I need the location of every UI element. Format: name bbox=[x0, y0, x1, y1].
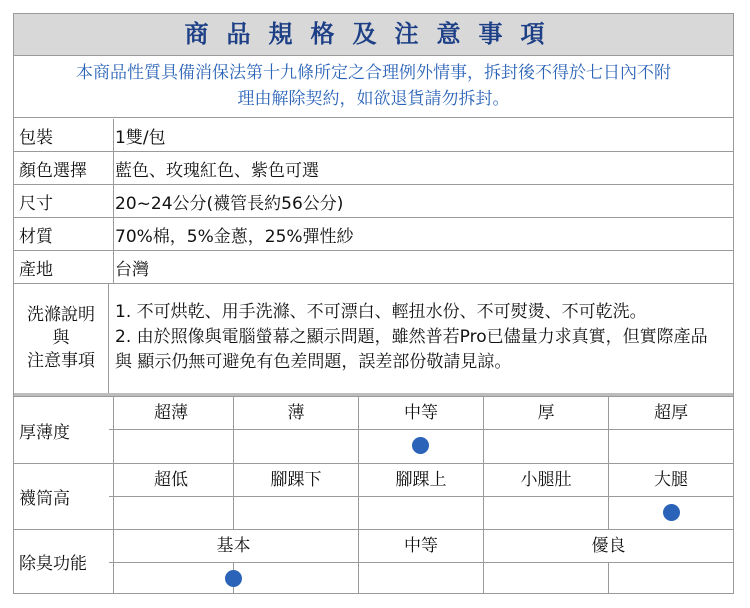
spec-row-size bbox=[14, 185, 733, 218]
spec-value: 台灣 bbox=[115, 259, 149, 280]
spec-value: 藍色、玫瑰紅色、紫色可選 bbox=[115, 160, 319, 181]
scale-option: 腳踝上 bbox=[359, 464, 484, 497]
wash-notes bbox=[109, 284, 733, 393]
scale-option: 基本 bbox=[109, 530, 359, 563]
scale-marker-cell bbox=[359, 430, 484, 463]
scale-marker-cell bbox=[109, 563, 234, 593]
scale-label: 除臭功能 bbox=[14, 530, 114, 593]
return-policy-notice bbox=[14, 56, 733, 118]
spec-label: 尺寸 bbox=[14, 185, 114, 217]
spec-sheet bbox=[13, 13, 734, 594]
scale-option: 中等 bbox=[359, 397, 484, 430]
scale-marker-cell bbox=[109, 497, 234, 529]
scale-marker-cell bbox=[484, 497, 609, 529]
page-title: 商品規格及注意事項 bbox=[14, 14, 733, 56]
spec-row-material bbox=[14, 218, 733, 251]
scale-option: 薄 bbox=[234, 397, 359, 430]
scale-option: 優良 bbox=[484, 530, 733, 563]
scale-marker-cell bbox=[609, 563, 733, 593]
spec-row-origin bbox=[14, 251, 733, 284]
scale-option: 小腿肚 bbox=[484, 464, 609, 497]
scale-marker-cell bbox=[234, 430, 359, 463]
notice-line-1: 本商品性質具備消保法第十九條所定之合理例外情事，拆封後不得於七日內不附 bbox=[76, 63, 671, 83]
spec-value: 20~24公分(襪管長約56公分) bbox=[115, 193, 344, 214]
scale-marker-cell bbox=[484, 430, 609, 463]
spec-label: 產地 bbox=[14, 251, 114, 283]
notice-line-2: 理由解除契約，如欲退貨請勿拆封。 bbox=[237, 89, 510, 109]
spec-value: 70%棉，5%金蔥，25%彈性紗 bbox=[115, 226, 354, 247]
spec-label: 包裝 bbox=[14, 119, 114, 151]
selected-level-dot bbox=[412, 437, 429, 454]
scale-option: 超厚 bbox=[609, 397, 733, 430]
scale-label: 厚薄度 bbox=[14, 397, 114, 463]
wash-label bbox=[14, 284, 109, 393]
wash-notes-row bbox=[14, 284, 733, 393]
scale-option: 大腿 bbox=[609, 464, 733, 497]
spec-label: 材質 bbox=[14, 218, 114, 250]
wash-label-line-1: 洗滌說明 bbox=[27, 305, 95, 325]
scale-option: 超低 bbox=[109, 464, 234, 497]
spec-row-color bbox=[14, 152, 733, 185]
wash-label-line-3: 注意事項 bbox=[27, 351, 95, 371]
wash-note-1: 1. 不可烘乾、用手洗滌、不可漂白、輕扭水份、不可熨燙、不可乾洗。 bbox=[115, 302, 647, 322]
selected-level-dot bbox=[663, 504, 680, 521]
scale-marker-cell bbox=[359, 497, 484, 529]
scale-option: 腳踝下 bbox=[234, 464, 359, 497]
spec-value: 1雙/包 bbox=[115, 127, 166, 148]
wash-label-line-2: 與 bbox=[52, 328, 70, 348]
deodorant-scale bbox=[14, 530, 733, 593]
scale-marker-cell bbox=[609, 430, 733, 463]
scale-marker-cell bbox=[609, 497, 733, 529]
scale-label: 襪筒高 bbox=[14, 464, 114, 529]
spec-label: 顏色選擇 bbox=[14, 152, 114, 184]
wash-note-2: 2. 由於照像與電腦螢幕之顯示問題，雖然普若Pro已儘量力求真實，但實際產品與 顯示仍無可避免有色差問題，誤差部份敬請見諒。 bbox=[115, 327, 708, 372]
scale-marker-cell bbox=[484, 563, 609, 593]
thickness-scale bbox=[14, 397, 733, 464]
scale-marker-cell bbox=[359, 563, 484, 593]
scale-option: 中等 bbox=[359, 530, 484, 563]
cuff-height-scale bbox=[14, 464, 733, 530]
scale-option: 厚 bbox=[484, 397, 609, 430]
spec-row-packaging bbox=[14, 119, 733, 152]
scale-marker-cell bbox=[234, 497, 359, 529]
scale-option: 超薄 bbox=[109, 397, 234, 430]
scale-marker-cell bbox=[109, 430, 234, 463]
scale-marker-cell bbox=[234, 563, 359, 593]
